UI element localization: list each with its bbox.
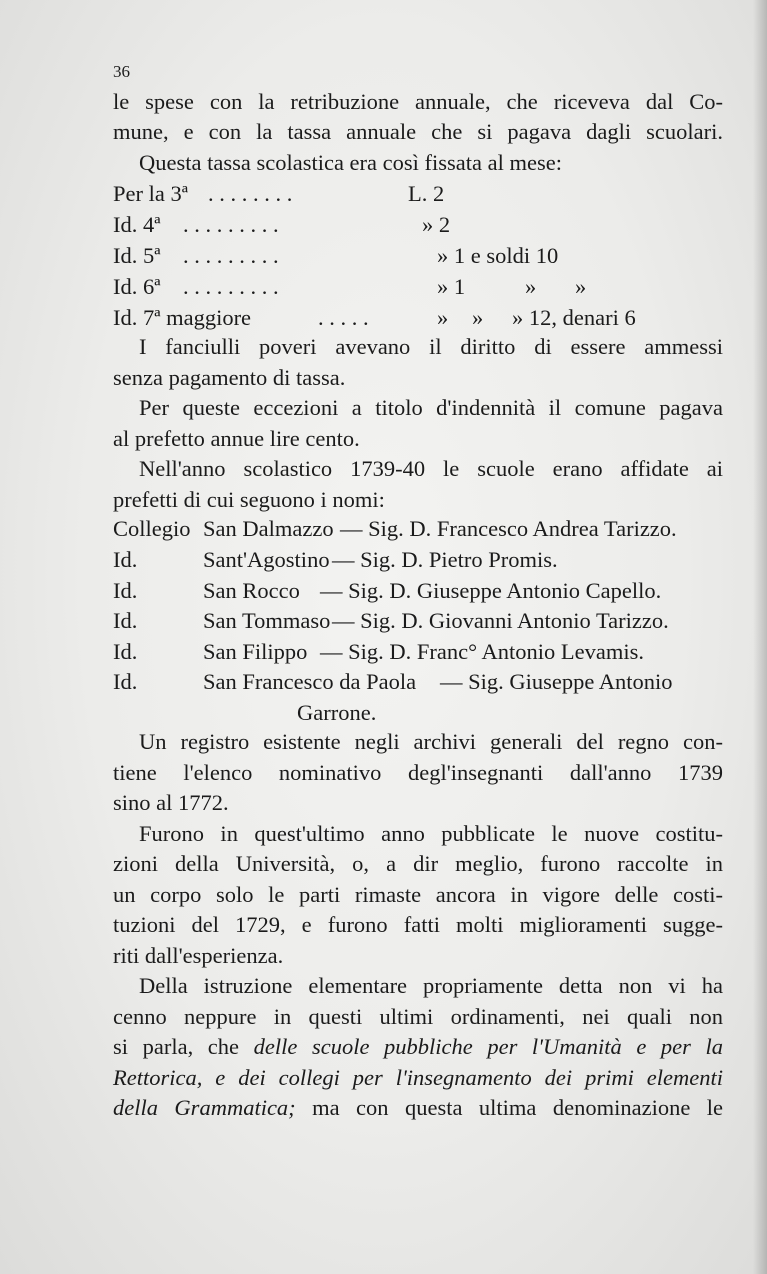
- fee-class: Id. 6ª: [113, 274, 161, 299]
- fee-ditto: »: [575, 274, 587, 299]
- text-line: Questa tassa scolastica era così fissata al mese:: [139, 150, 562, 175]
- fee-ditto: »: [472, 305, 484, 330]
- text-run: si parla, che: [113, 1034, 240, 1059]
- college-name: San Rocco: [203, 578, 300, 603]
- text-line: un corpo solo le parti rimaste ancora in vigore delle costi-: [113, 882, 723, 907]
- college-prefect: — Sig. D. Francesco Andrea Tarizzo.: [340, 516, 677, 541]
- college-name: San Francesco da Paola: [203, 669, 417, 694]
- text-line: tuzioni del 1729, e furono fatti molti miglioramenti sugge-: [113, 912, 723, 937]
- text-line: sino al 1772.: [113, 790, 229, 815]
- text-line: al prefetto annue lire cento.: [113, 426, 360, 451]
- text-run: ma con questa ultima denominazione le: [312, 1095, 723, 1120]
- college-prefect: — Sig. D. Giuseppe Antonio Capello.: [320, 578, 662, 603]
- italic-text: delle scuole pubbliche per l'Umanità e per la: [253, 1034, 724, 1059]
- fee-class: Id. 7ª maggiore: [113, 305, 252, 330]
- text-line: zioni della Università, o, a dir meglio, furono raccolte in: [113, 851, 723, 876]
- college-prefect: — Sig. D. Giovanni Antonio Tarizzo.: [332, 608, 669, 633]
- college-name: San Tommaso: [203, 608, 331, 633]
- fee-amount: » 2: [422, 212, 451, 237]
- college-prefix: Id.: [113, 639, 138, 664]
- college-name: San Filippo: [203, 639, 308, 664]
- fee-amount: » 12, denari 6: [512, 305, 636, 330]
- fee-ditto: »: [525, 274, 537, 299]
- fee-leader-dots: . . . . .: [318, 305, 369, 330]
- text-line: mune, e con la tassa annuale che si pagava dagli scuolari.: [113, 119, 723, 144]
- text-line: riti dall'esperienza.: [113, 943, 284, 968]
- text-line: [113, 1094, 723, 1122]
- fee-leader-dots: . . . . . . . . .: [183, 243, 279, 268]
- text-line: le spese con la retribuzione annuale, che riceveva dal Co-: [113, 89, 723, 114]
- text-line: Nell'anno scolastico 1739-40 le scuole erano affidate ai: [139, 456, 723, 481]
- college-prefect: — Sig. D. Franc° Antonio Levamis.: [320, 639, 644, 664]
- fee-amount: L. 2: [408, 181, 445, 206]
- page-edge-shadow: [753, 0, 767, 1274]
- text-line: Per queste eccezioni a titolo d'indennità il comune pagava: [139, 395, 723, 420]
- text-line: I fanciulli poveri avevano il diritto di essere ammessi: [139, 334, 723, 359]
- college-prefix: Id.: [113, 578, 138, 603]
- text-line: tiene l'elenco nominativo degl'insegnanti dall'anno 1739: [113, 760, 723, 785]
- college-name: Sant'Agostino: [203, 547, 330, 572]
- text-line: [113, 1033, 723, 1061]
- fee-amount: » 1: [437, 274, 466, 299]
- fee-class: Id. 4ª: [113, 212, 161, 237]
- fee-leader-dots: . . . . . . . .: [208, 181, 293, 206]
- text-line: [113, 1064, 723, 1092]
- text-line: Furono in quest'ultimo anno pubblicate le nuove costitu-: [139, 821, 723, 846]
- fee-leader-dots: . . . . . . . . .: [183, 212, 279, 237]
- college-prefix: Collegio: [113, 516, 191, 541]
- fee-ditto: »: [437, 305, 449, 330]
- college-prefix: Id.: [113, 547, 138, 572]
- fee-class: Per la 3ª: [113, 181, 188, 206]
- text-line: senza pagamento di tassa.: [113, 365, 346, 390]
- fee-amount: » 1 e soldi 10: [437, 243, 559, 268]
- college-prefix: Id.: [113, 669, 138, 694]
- college-name: San Dalmazzo: [203, 516, 334, 541]
- italic-text: della Grammatica;: [113, 1095, 296, 1120]
- fee-leader-dots: . . . . . . . . .: [183, 274, 279, 299]
- italic-text: Rettorica, e dei collegi per l'insegnamento dei primi elementi: [113, 1065, 723, 1090]
- college-prefix: Id.: [113, 608, 138, 633]
- text-line: prefetti di cui seguono i nomi:: [113, 487, 385, 512]
- fee-class: Id. 5ª: [113, 243, 161, 268]
- page-number: 36: [113, 62, 130, 81]
- text-line: cenno neppure in questi ultimi ordinamenti, nei quali non: [113, 1004, 723, 1029]
- college-prefect-continuation: Garrone.: [297, 700, 377, 725]
- text-line: Della istruzione elementare propriamente detta non vi ha: [139, 973, 723, 998]
- college-prefect: — Sig. Giuseppe Antonio: [440, 669, 673, 694]
- text-line: Un registro esistente negli archivi generali del regno con-: [139, 729, 723, 754]
- college-prefect: — Sig. D. Pietro Promis.: [332, 547, 558, 572]
